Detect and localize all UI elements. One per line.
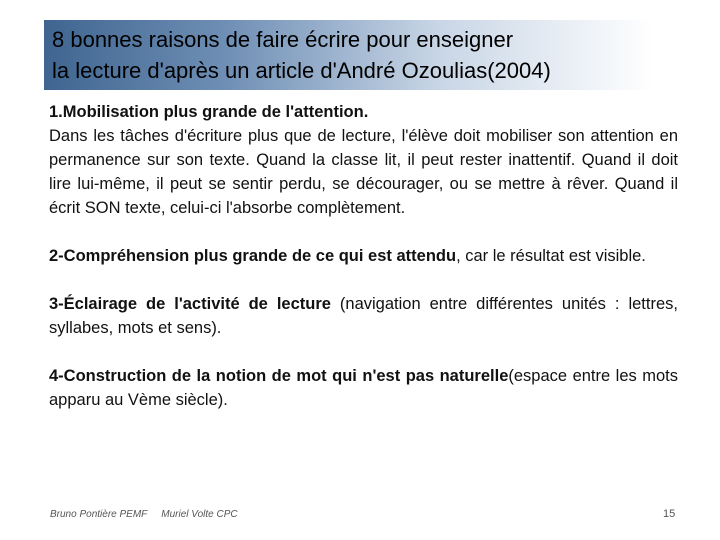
reason-3: [49, 292, 678, 340]
reason-1: [49, 100, 678, 220]
slide-title-line-1: 8 bonnes raisons de faire écrire pour enseigner: [52, 27, 514, 52]
slide-title: [52, 24, 672, 86]
reason-2-body: , car le résultat est visible.: [456, 247, 646, 265]
slide-title-line-2: la lecture d'après un article d'André Ozoulias(2004): [52, 58, 551, 83]
reason-3-body: (navigation entre différentes unités : lettres, syllabes, mots et sens).: [49, 295, 678, 337]
reason-4: [49, 364, 678, 412]
slide-content: [49, 100, 678, 436]
reason-1-body: Dans les tâches d'écriture plus que de lecture, l'élève doit mobiliser son attention en permanence sur son texte. Quand la classe lit, il peut rester inattentif. Quand il doit lire lui-même, il peut se sentir perdu, se décourager, ou se mettre à rêver. Quand il écrit SON texte, celui-ci l'absorbe complètement.: [49, 127, 678, 217]
reason-2-heading: 2-Compréhension plus grande de ce qui est attendu: [49, 247, 457, 265]
reason-2: [49, 244, 678, 268]
reason-1-heading: 1.Mobilisation plus grande de l'attention.: [49, 103, 369, 121]
footer-authors: [50, 509, 238, 520]
reason-4-body: (espace entre les mots apparu au Vème siècle).: [49, 367, 678, 409]
reason-3-heading: 3-Éclairage de l'activité de lecture: [49, 295, 331, 313]
footer-author-1: Bruno Pontière PEMF: [50, 509, 148, 520]
page-number: 15: [663, 508, 676, 520]
footer-author-2: Muriel Volte CPC: [161, 509, 238, 520]
reason-4-heading: 4-Construction de la notion de mot qui n'est pas naturelle: [49, 367, 509, 385]
